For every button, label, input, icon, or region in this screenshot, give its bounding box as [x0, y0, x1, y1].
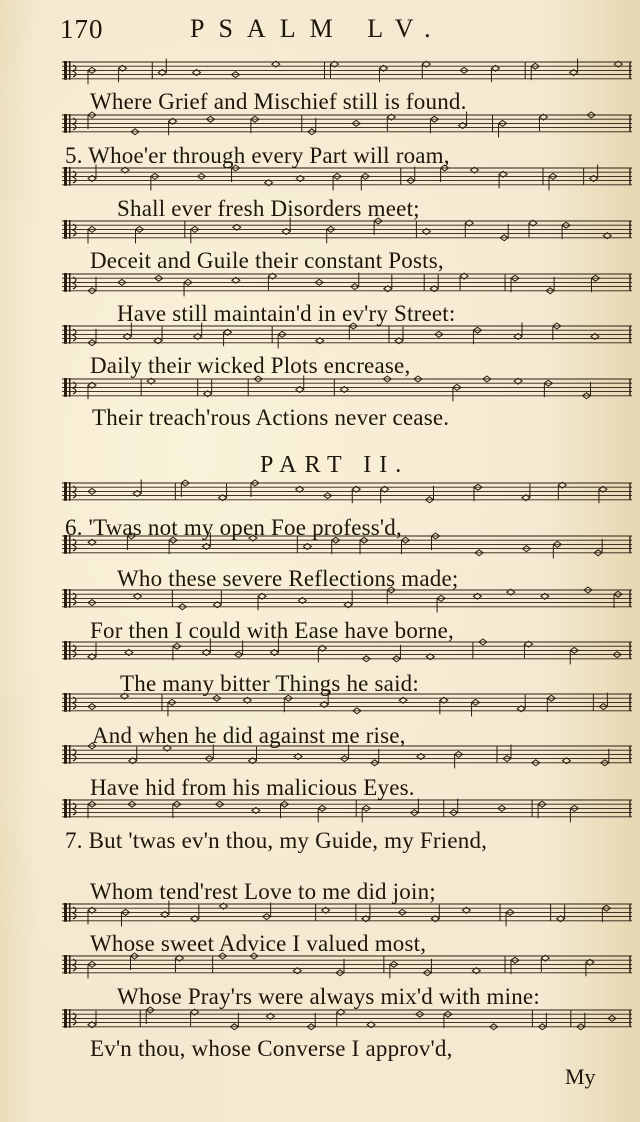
hymn-line: Their treach'rous Actions never cease. [92, 405, 450, 430]
hymn-line: 6. 'Twas not my open Foe profess'd, [65, 515, 402, 540]
catchword: My [565, 1064, 596, 1089]
hymn-line: Ev'n thou, whose Converse I approv'd, [90, 1036, 453, 1061]
hymn-line: Whom tend'rest Love to me did join; [90, 879, 436, 904]
hymn-line: Where Grief and Mischief still is found. [90, 89, 467, 114]
hymn-line: Who these severe Reflections made; [117, 566, 459, 591]
staff [62, 59, 632, 85]
page-number: 170 [60, 14, 104, 44]
hymn-line: 5. Whoe'er through every Part will roam, [65, 143, 450, 168]
hymn-line: Shall ever fresh Disorders meet; [117, 196, 420, 221]
running-head: PSALM LV. [190, 14, 445, 43]
staff [62, 480, 632, 504]
hymn-line: The many bitter Things he said: [120, 671, 419, 696]
hymn-line: Have still maintain'd in ev'ry Street: [117, 301, 456, 326]
hymn-line: Whose Pray'rs were always mix'd with mine: [117, 984, 540, 1009]
hymn-line: Whose sweet Advice I valued most, [90, 931, 427, 956]
hymn-line: Deceit and Guile their constant Posts, [90, 248, 444, 273]
part-heading: PART II. [260, 452, 410, 478]
hymn-line: And when he did against me rise, [92, 723, 406, 748]
staff [62, 799, 632, 823]
hymn-line: 7. But 'twas ev'n thou, my Guide, my Friend, [65, 828, 488, 853]
hymn-line: Have hid from his malicious Eyes. [90, 775, 415, 800]
hymn-line: Daily their wicked Plots encrease, [90, 353, 411, 378]
hymn-line: For then I could with Ease have borne, [90, 618, 454, 643]
staff [62, 273, 632, 297]
